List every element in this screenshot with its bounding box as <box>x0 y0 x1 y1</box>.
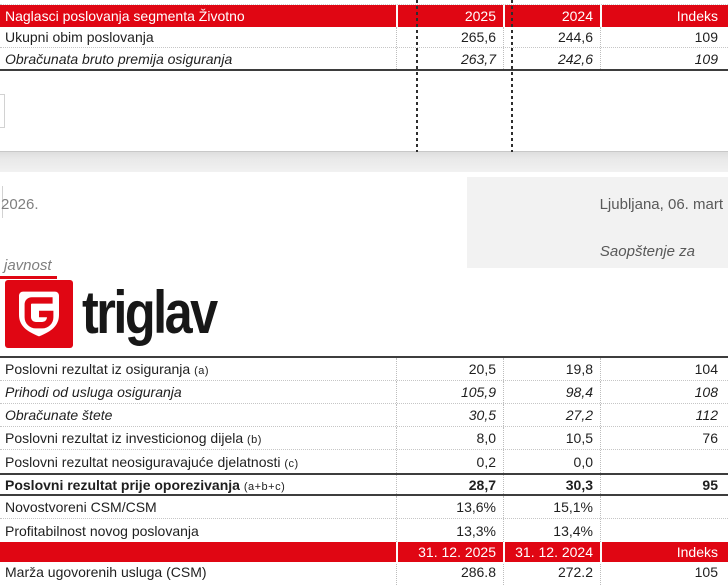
row-label: Marža ugovorenih usluga (CSM) <box>5 564 207 580</box>
table-row-total <box>0 473 728 496</box>
value-2024: 27,2 <box>503 404 600 426</box>
row-note: (c) <box>284 457 299 470</box>
value-indeks: 95 <box>600 475 728 494</box>
value-indeks: 112 <box>600 404 728 426</box>
row-label: Prihodi od usluga osiguranja <box>5 384 182 400</box>
press-release-label-part1: Saopštenje za <box>599 243 695 260</box>
value-2025: 20,5 <box>396 358 503 380</box>
cell-border-artifact <box>0 94 5 128</box>
value-2025: 13,3% <box>396 519 503 542</box>
table-row <box>0 450 728 473</box>
value-2025: 265,6 <box>396 27 503 47</box>
red-underline <box>0 276 57 279</box>
value-2025: 8,0 <box>396 427 503 449</box>
col-header-2024: 2024 <box>503 5 600 27</box>
table-row <box>0 519 728 542</box>
value-indeks: 76 <box>600 427 728 449</box>
value-indeks <box>600 519 728 542</box>
col-header-indeks: Indeks <box>600 5 728 27</box>
highlights-title: Naglasci poslovanja segmenta Životno <box>5 8 245 24</box>
value-indeks: 109 <box>600 27 728 47</box>
triglav-wordmark: triglav <box>82 279 216 346</box>
value-indeks <box>600 450 728 473</box>
triglav-logo <box>5 280 73 348</box>
value-indeks: 109 <box>600 48 728 69</box>
triglav-shield-g-icon <box>15 289 63 339</box>
col-header-indeks: Indeks <box>600 542 728 562</box>
value-2025: 0,2 <box>396 450 503 473</box>
table-row <box>0 496 728 519</box>
row-note: (a) <box>194 365 210 377</box>
year-text: 2026. <box>1 196 39 213</box>
table-row <box>0 48 728 69</box>
value-2024: 272.2 <box>503 564 600 585</box>
value-2024: 13,4% <box>503 519 600 542</box>
row-label: Obračunata bruto premija osiguranja <box>5 50 233 67</box>
table-row <box>0 427 728 450</box>
col-header-31-12-2024: 31. 12. 2024 <box>503 542 600 562</box>
table-row <box>0 358 728 381</box>
value-indeks <box>600 496 728 518</box>
row-label: Profitabilnost novog poslovanja <box>5 522 199 539</box>
row-note: (a+b+c) <box>243 480 286 493</box>
value-2025: 105,9 <box>396 381 503 403</box>
row-label: Poslovni rezultat neosiguravajuće djelatnosti (c) <box>5 453 299 470</box>
value-2024: 98,4 <box>503 381 600 403</box>
press-info-panel <box>467 177 728 268</box>
value-indeks: 105 <box>600 564 728 585</box>
highlights-table <box>0 4 728 71</box>
value-2025: 286.8 <box>396 564 503 585</box>
value-2025: 263,7 <box>396 48 503 69</box>
value-indeks: 108 <box>600 381 728 403</box>
value-2024: 244,6 <box>503 27 600 47</box>
press-release-label-part2: javnost <box>4 257 52 274</box>
value-2024: 10,5 <box>503 427 600 449</box>
row-label: Ukupni obim poslovanja <box>5 29 154 45</box>
col-header-2025: 2025 <box>396 5 503 27</box>
row-note: (b) <box>247 434 262 446</box>
value-2025: 30,5 <box>396 404 503 426</box>
value-2024: 30,3 <box>503 475 600 494</box>
row-label: Novostvoreni CSM/CSM <box>5 499 157 515</box>
row-label: Poslovni rezultat iz osiguranja (a) <box>5 361 210 377</box>
date-location-text: Ljubljana, 06. mart <box>599 196 723 213</box>
value-2024: 242,6 <box>503 48 600 69</box>
value-2024: 15,1% <box>503 496 600 518</box>
value-2024: 19,8 <box>503 358 600 380</box>
results-table <box>0 356 728 585</box>
highlights-header-row <box>0 5 728 27</box>
balance-header-row <box>0 542 728 562</box>
table-row <box>0 381 728 404</box>
value-2025: 13,6% <box>396 496 503 518</box>
table-row <box>0 27 728 48</box>
page-break-line <box>416 0 418 152</box>
table-row <box>0 404 728 427</box>
row-label: Poslovni rezultat iz investicionog dijela (b) <box>5 430 262 446</box>
value-2025: 28,7 <box>396 475 503 494</box>
row-separator-band <box>0 151 728 172</box>
col-header-31-12-2025: 31. 12. 2025 <box>396 542 503 562</box>
page-break-line <box>511 0 513 152</box>
row-label: Poslovni rezultat prije oporezivanja (a+b+c) <box>5 476 286 493</box>
row-label: Obračunate štete <box>5 407 113 423</box>
value-indeks: 104 <box>600 358 728 380</box>
value-2024: 0,0 <box>503 450 600 473</box>
